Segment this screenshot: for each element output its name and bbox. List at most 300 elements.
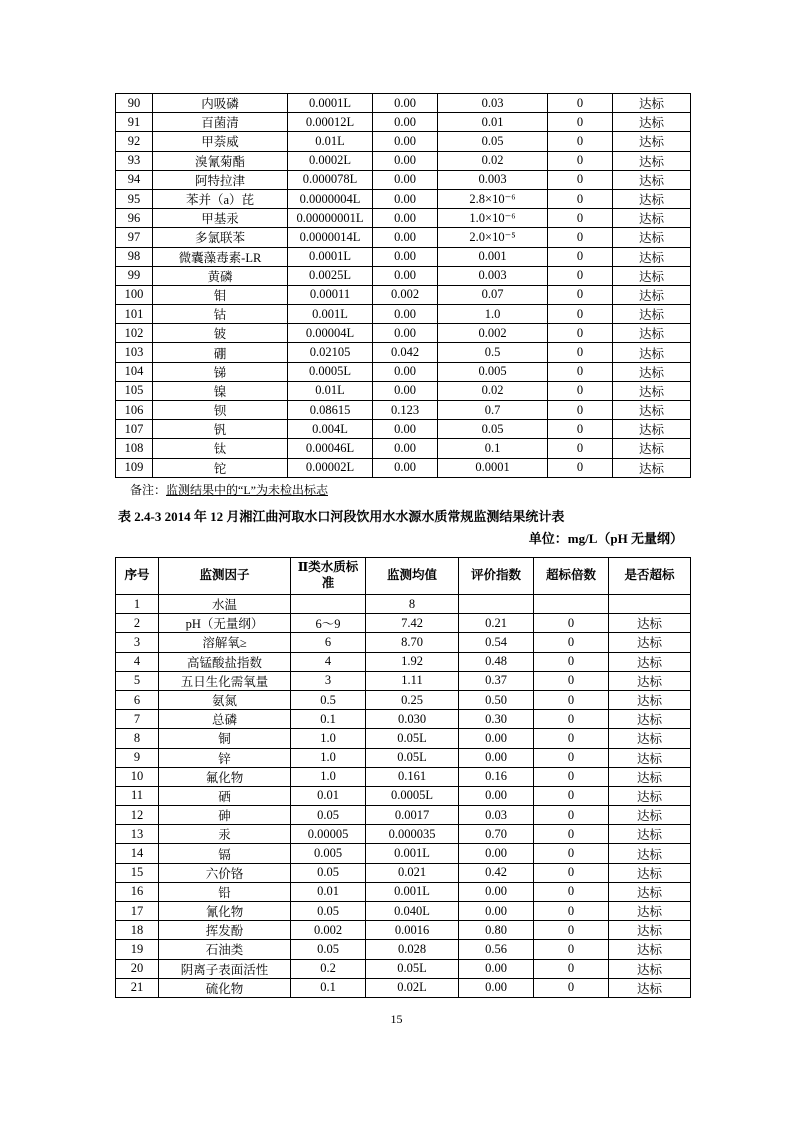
table-cell: 0.00: [373, 420, 438, 439]
table-cell: 0: [534, 940, 609, 959]
table-cell: 达标: [613, 113, 691, 132]
table-cell: 达标: [613, 362, 691, 381]
table-cell: 溶解氧≥: [159, 633, 291, 652]
table-cell: 达标: [613, 324, 691, 343]
table-cell: 达标: [613, 420, 691, 439]
table-cell: 铜: [159, 729, 291, 748]
table-cell: 0.1: [291, 710, 366, 729]
table-cell: 0.0016: [366, 921, 459, 940]
table-cell: 0.0001L: [288, 247, 373, 266]
table-cell: 109: [116, 458, 153, 477]
table-cell: 90: [116, 94, 153, 113]
table-cell: 达标: [613, 439, 691, 458]
table-cell: 21: [116, 978, 159, 997]
table-cell: 0.001L: [288, 305, 373, 324]
table-cell: 0.0001L: [288, 94, 373, 113]
table-cell: 0.161: [366, 767, 459, 786]
table-cell: 10: [116, 767, 159, 786]
header-cell-index: 序号: [116, 558, 159, 595]
table-cell: 达标: [609, 710, 691, 729]
table-cell: 0.05: [291, 806, 366, 825]
table-row: [116, 209, 691, 228]
table-cell: 0.000078L: [288, 170, 373, 189]
table-cell: 0.00: [373, 113, 438, 132]
table-cell: 0: [548, 132, 613, 151]
table-cell: 0: [534, 690, 609, 709]
table-cell: 0.54: [459, 633, 534, 652]
table-cell: 0.00: [373, 132, 438, 151]
table-cell: 99: [116, 266, 153, 285]
table-row: [116, 132, 691, 151]
table-cell: 总磷: [159, 710, 291, 729]
table-cell: [609, 595, 691, 614]
table-cell: 0.0000014L: [288, 228, 373, 247]
table-cell: 0.123: [373, 401, 438, 420]
table-row: [116, 151, 691, 170]
table-row: [116, 285, 691, 304]
table-cell: 苯并（a）芘: [153, 189, 288, 208]
table-cell: 达标: [613, 151, 691, 170]
table-cell: 0.05L: [366, 959, 459, 978]
table-row: [116, 324, 691, 343]
table-row: [116, 710, 691, 729]
table-cell: 氨氮: [159, 690, 291, 709]
table-cell: 0.005: [291, 844, 366, 863]
table-cell: 0: [548, 189, 613, 208]
table-cell: 0.00011: [288, 285, 373, 304]
table-cell: 0.7: [438, 401, 548, 420]
table-row: [116, 595, 691, 614]
table-footnote: [130, 481, 328, 498]
table-cell: 达标: [609, 767, 691, 786]
table-cell: 微囊藻毒素-LR: [153, 247, 288, 266]
table-cell: 甲基汞: [153, 209, 288, 228]
table-row: [116, 786, 691, 805]
table-cell: 硒: [159, 786, 291, 805]
table-row: [116, 652, 691, 671]
table-row: [116, 825, 691, 844]
table-cell: 达标: [613, 458, 691, 477]
table-cell: 0.004L: [288, 420, 373, 439]
table-cell: 0.005: [438, 362, 548, 381]
table-cell: 达标: [609, 959, 691, 978]
table-cell: 0.00: [373, 247, 438, 266]
table-cell: 0.01L: [288, 132, 373, 151]
table-cell: 达标: [613, 132, 691, 151]
table-row: [116, 458, 691, 477]
table-cell: 0.70: [459, 825, 534, 844]
table-row: [116, 902, 691, 921]
table-cell: 0.05: [291, 940, 366, 959]
table-row: [116, 940, 691, 959]
table-row: [116, 671, 691, 690]
table-cell: 0: [548, 94, 613, 113]
table-row: [116, 633, 691, 652]
table-header: [116, 558, 691, 595]
table-cell: 0.05: [438, 420, 548, 439]
table-cell: 19: [116, 940, 159, 959]
table-row: [116, 228, 691, 247]
table-cell: 0.02: [438, 151, 548, 170]
table-cell: 104: [116, 362, 153, 381]
table-cell: 1.0: [291, 729, 366, 748]
table-cell: 0: [534, 614, 609, 633]
table-cell: 0.5: [438, 343, 548, 362]
table-cell: 0.02: [438, 381, 548, 400]
table-cell: 0.030: [366, 710, 459, 729]
table-cell: 3: [291, 671, 366, 690]
table-cell: 1: [116, 595, 159, 614]
table-cell: 达标: [609, 902, 691, 921]
table-cell: 105: [116, 381, 153, 400]
table-cell: 五日生化需氧量: [159, 671, 291, 690]
table-cell: 6: [291, 633, 366, 652]
table-cell: 0: [548, 439, 613, 458]
table-cell: 0: [534, 825, 609, 844]
table-row: [116, 921, 691, 940]
table-cell: 0.02L: [366, 978, 459, 997]
table-cell: 0: [548, 228, 613, 247]
table-cell: 1.0: [291, 767, 366, 786]
table-cell: 达标: [613, 343, 691, 362]
table-cell: 0.00: [459, 748, 534, 767]
table-cell: 0.040L: [366, 902, 459, 921]
table-cell: 0.000035: [366, 825, 459, 844]
table-cell: 100: [116, 285, 153, 304]
table-cell: 0.00: [373, 305, 438, 324]
table-cell: 0: [548, 324, 613, 343]
table-cell: 0.001L: [366, 882, 459, 901]
table-cell: 0: [548, 420, 613, 439]
table-row: [116, 401, 691, 420]
table-cell: 7: [116, 710, 159, 729]
table-cell: 0.00: [459, 844, 534, 863]
table-cell: 0: [534, 882, 609, 901]
table-cell: 0.00: [459, 902, 534, 921]
table-cell: 石油类: [159, 940, 291, 959]
table-cell: 0.00012L: [288, 113, 373, 132]
table-header-row: [116, 558, 691, 595]
table-row: [116, 439, 691, 458]
table-cell: 硫化物: [159, 978, 291, 997]
table-cell: 0.001L: [366, 844, 459, 863]
table-cell: 多氯联苯: [153, 228, 288, 247]
table-cell: 0.48: [459, 652, 534, 671]
table-cell: 0.0002L: [288, 151, 373, 170]
table-cell: 氟化物: [159, 767, 291, 786]
unit-label: 单位：mg/L（pH 无量纲）: [528, 531, 683, 546]
table-cell: 0.00: [459, 786, 534, 805]
header-cell-eval-index: 评价指数: [459, 558, 534, 595]
header-cell-exceed-status: 是否超标: [609, 558, 691, 595]
table-cell: 达标: [613, 189, 691, 208]
table-cell: 0.00: [373, 324, 438, 343]
table-cell: 0.00: [373, 189, 438, 208]
table-row: [116, 690, 691, 709]
table-row: [116, 882, 691, 901]
table-cell: 锑: [153, 362, 288, 381]
table-row: [116, 806, 691, 825]
table-row: [116, 189, 691, 208]
table-cell: 0: [548, 247, 613, 266]
table-cell: 0.00: [459, 959, 534, 978]
table-cell: 钴: [153, 305, 288, 324]
table-cell: 0.16: [459, 767, 534, 786]
table-cell: 0.08615: [288, 401, 373, 420]
table-cell: 水温: [159, 595, 291, 614]
table-cell: 达标: [609, 690, 691, 709]
table-cell: 0: [534, 786, 609, 805]
table-cell: 0.50: [459, 690, 534, 709]
table-row: [116, 729, 691, 748]
table-cell: 0.42: [459, 863, 534, 882]
table-cell: 18: [116, 921, 159, 940]
table-cell: 0.0005L: [288, 362, 373, 381]
table-cell: 0.07: [438, 285, 548, 304]
table-cell: 0: [534, 863, 609, 882]
table-cell: 4: [116, 652, 159, 671]
table-cell: 0.00004L: [288, 324, 373, 343]
table-cell: 0.00: [459, 729, 534, 748]
table-cell: 0: [534, 652, 609, 671]
table-cell: 0.03: [438, 94, 548, 113]
table-cell: 102: [116, 324, 153, 343]
table-cell: 0.03: [459, 806, 534, 825]
table-cell: 97: [116, 228, 153, 247]
table-cell: 95: [116, 189, 153, 208]
table-cell: 达标: [613, 401, 691, 420]
table-cell: 4: [291, 652, 366, 671]
table-cell: 0: [548, 401, 613, 420]
table-cell: 0.00: [373, 381, 438, 400]
table-cell: 12: [116, 806, 159, 825]
table-cell: 93: [116, 151, 153, 170]
monitoring-results-table-continued: [115, 93, 691, 478]
table-cell: 0.05: [291, 863, 366, 882]
table-cell: 0.00: [459, 882, 534, 901]
table-cell: 0.2: [291, 959, 366, 978]
table-cell: 达标: [613, 266, 691, 285]
table-cell: 硼: [153, 343, 288, 362]
table-cell: 钡: [153, 401, 288, 420]
table-cell: 0.00005: [291, 825, 366, 844]
table-cell: 达标: [609, 729, 691, 748]
table-row: [116, 767, 691, 786]
table-cell: 0.21: [459, 614, 534, 633]
table-cell: 8: [116, 729, 159, 748]
table-cell: 钛: [153, 439, 288, 458]
table-cell: 0: [548, 381, 613, 400]
table-row: [116, 94, 691, 113]
table-cell: 0.0005L: [366, 786, 459, 805]
table-cell: 1.92: [366, 652, 459, 671]
table-cell: 0.00: [373, 170, 438, 189]
table-cell: 氰化物: [159, 902, 291, 921]
table-cell: 0: [548, 113, 613, 132]
table-cell: 达标: [613, 228, 691, 247]
page-number: 15: [390, 1012, 403, 1026]
table-row: [116, 863, 691, 882]
table-cell: 阿特拉津: [153, 170, 288, 189]
table-cell: 0.5: [291, 690, 366, 709]
table-cell: 0: [548, 266, 613, 285]
table-cell: 0.0000004L: [288, 189, 373, 208]
table-cell: 0: [548, 458, 613, 477]
table-cell: 0: [534, 710, 609, 729]
table-cell: 8: [366, 595, 459, 614]
table-cell: 91: [116, 113, 153, 132]
table-row: [116, 614, 691, 633]
table-row: [116, 748, 691, 767]
table-cell: 0: [548, 209, 613, 228]
table-cell: 0.003: [438, 266, 548, 285]
table-cell: 20: [116, 959, 159, 978]
table-cell: 2.0×10⁻⁵: [438, 228, 548, 247]
table-cell: 0.30: [459, 710, 534, 729]
header-cell-factor: 监测因子: [159, 558, 291, 595]
table-cell: 镍: [153, 381, 288, 400]
table-cell: 达标: [609, 633, 691, 652]
table-cell: 0: [534, 978, 609, 997]
table-cell: 11: [116, 786, 159, 805]
table-cell: 达标: [609, 940, 691, 959]
table-title: 表 2.4-3 2014 年 12 月湘江曲河取水口河段饮用水水源水质常规监测结果统计表: [118, 509, 565, 524]
table-cell: 94: [116, 170, 153, 189]
table-row: [116, 247, 691, 266]
table-cell: 达标: [609, 978, 691, 997]
table-cell: 阴离子表面活性: [159, 959, 291, 978]
table-row: [116, 362, 691, 381]
table-cell: 达标: [609, 786, 691, 805]
table-cell: 达标: [609, 825, 691, 844]
table-cell: 达标: [609, 806, 691, 825]
table-cell: 0.01L: [288, 381, 373, 400]
table-cell: 16: [116, 882, 159, 901]
table-row: [116, 305, 691, 324]
table-cell: 103: [116, 343, 153, 362]
table-cell: 达标: [613, 94, 691, 113]
table-cell: [534, 595, 609, 614]
table-cell: 达标: [613, 305, 691, 324]
table-cell: 108: [116, 439, 153, 458]
table-cell: 0.00000001L: [288, 209, 373, 228]
table-cell: 0.00: [373, 228, 438, 247]
table-row: [116, 844, 691, 863]
table-cell: 0.80: [459, 921, 534, 940]
table-cell: 挥发酚: [159, 921, 291, 940]
table-cell: 107: [116, 420, 153, 439]
table-cell: 0.01: [291, 786, 366, 805]
table-cell: 1.0: [438, 305, 548, 324]
table-cell: 101: [116, 305, 153, 324]
header-cell-exceed-multiple: 超标倍数: [534, 558, 609, 595]
table-cell: 高锰酸盐指数: [159, 652, 291, 671]
table-cell: 0: [534, 844, 609, 863]
table-cell: 内吸磷: [153, 94, 288, 113]
table-cell: 0: [534, 671, 609, 690]
table-cell: 达标: [613, 170, 691, 189]
table-cell: 达标: [609, 671, 691, 690]
table-cell: 0.00002L: [288, 458, 373, 477]
table-cell: 0.00: [373, 362, 438, 381]
table-cell: 1.0: [291, 748, 366, 767]
table-cell: 0: [534, 902, 609, 921]
table-cell: 0: [534, 959, 609, 978]
table-cell: 17: [116, 902, 159, 921]
table-cell: 0.002: [291, 921, 366, 940]
table-cell: 锌: [159, 748, 291, 767]
table-cell: 0: [548, 343, 613, 362]
table-cell: 达标: [613, 381, 691, 400]
table-cell: 达标: [609, 863, 691, 882]
table-cell: 15: [116, 863, 159, 882]
table-cell: 0: [548, 305, 613, 324]
table-cell: 铍: [153, 324, 288, 343]
table-row: [116, 381, 691, 400]
table-cell: [459, 595, 534, 614]
table-cell: 3: [116, 633, 159, 652]
table-cell: 0: [534, 921, 609, 940]
table-cell: 达标: [613, 247, 691, 266]
table-cell: 甲萘威: [153, 132, 288, 151]
table-cell: 0.05L: [366, 748, 459, 767]
table-cell: 达标: [613, 285, 691, 304]
table-cell: 0.002: [373, 285, 438, 304]
table-cell: 0.25: [366, 690, 459, 709]
table-cell: 0.05L: [366, 729, 459, 748]
table-row: [116, 978, 691, 997]
table-cell: 0.01: [438, 113, 548, 132]
table-cell: 0.01: [291, 882, 366, 901]
table-cell: 达标: [609, 614, 691, 633]
table-cell: 0.042: [373, 343, 438, 362]
table-cell: 0.37: [459, 671, 534, 690]
table-cell: 0.00046L: [288, 439, 373, 458]
table-cell: 0.00: [373, 266, 438, 285]
table-cell: 达标: [609, 882, 691, 901]
table-cell: 0: [534, 748, 609, 767]
table-cell: 2.8×10⁻⁶: [438, 189, 548, 208]
table-cell: 1.0×10⁻⁶: [438, 209, 548, 228]
table-cell: 达标: [609, 921, 691, 940]
header-cell-standard: Ⅱ类水质标准: [291, 558, 366, 595]
table-cell: 0: [548, 285, 613, 304]
table-cell: 0.0001: [438, 458, 548, 477]
table-cell: 0: [534, 806, 609, 825]
table-cell: 0.05: [438, 132, 548, 151]
table-cell: 达标: [609, 748, 691, 767]
table-row: [116, 343, 691, 362]
table-cell: 7.42: [366, 614, 459, 633]
table-cell: 0: [548, 151, 613, 170]
table-cell: 0.00: [373, 458, 438, 477]
table-row: [116, 266, 691, 285]
table-cell: 钼: [153, 285, 288, 304]
table-cell: 0.028: [366, 940, 459, 959]
table-cell: pH（无量纲）: [159, 614, 291, 633]
table-cell: 0.02105: [288, 343, 373, 362]
table-cell: 0.05: [291, 902, 366, 921]
table-cell: 0.00: [373, 209, 438, 228]
table-cell: 黄磷: [153, 266, 288, 285]
table-cell: 0.003: [438, 170, 548, 189]
table-cell: 0.00: [373, 151, 438, 170]
table-body: [116, 595, 691, 998]
table-cell: 0.021: [366, 863, 459, 882]
table-cell: 9: [116, 748, 159, 767]
table-row: [116, 959, 691, 978]
table-cell: 98: [116, 247, 153, 266]
